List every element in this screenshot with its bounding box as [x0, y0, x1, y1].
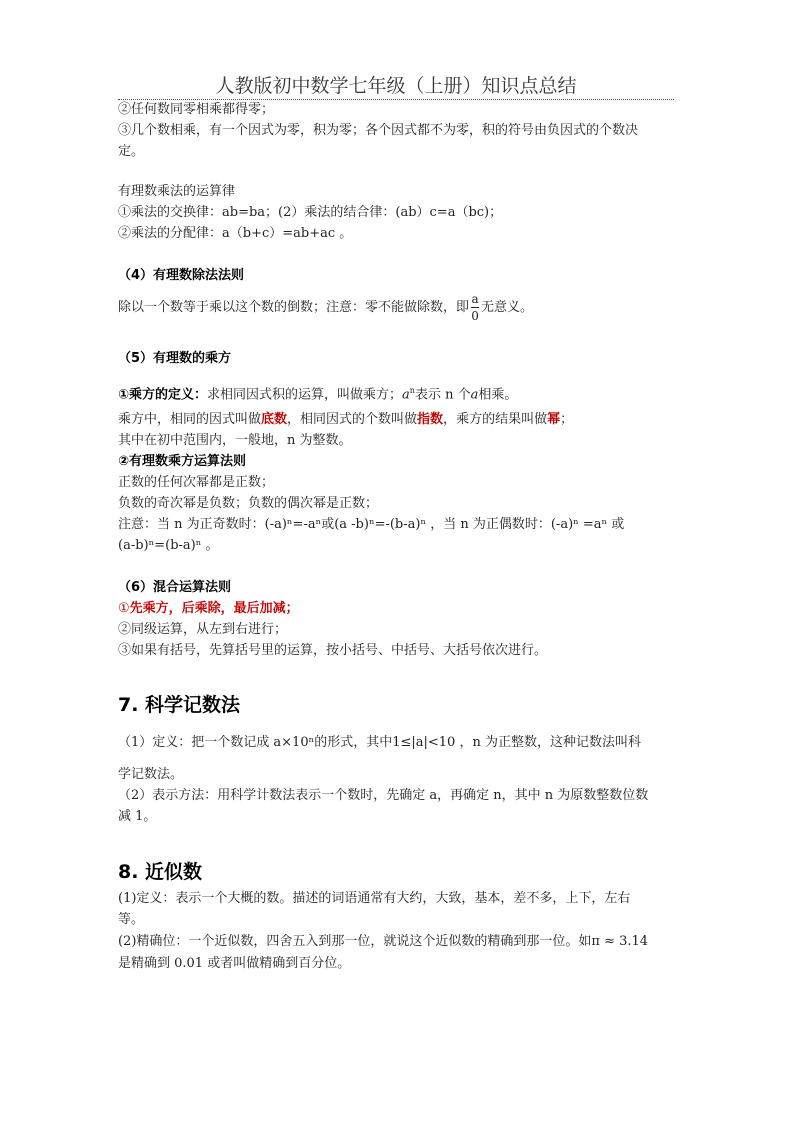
- approx-def-2: 等。: [118, 912, 145, 927]
- sci-def-1: （1）定义：把一个数记成 a×10ⁿ的形式，其中1≤|a|<10 ，n 为正整数，这种记数法叫科: [118, 735, 641, 750]
- terms-text-a: 乘方中，相同的因式叫做: [118, 412, 262, 427]
- term-power: 幂: [547, 412, 561, 427]
- power-terms: [118, 411, 573, 429]
- power-range: 其中在初中范围内，一般地，n 为整数。: [118, 433, 352, 448]
- laws-line-1: ①乘法的交换律：ab=ba；(2）乘法的结合律：(ab）c=a（bc)；: [118, 205, 503, 220]
- power-rule-1: 正数的任何次幂都是正数；: [118, 475, 275, 490]
- power-def-base: a: [402, 387, 410, 403]
- approx-prec-1: (2)精确位：一个近似数，四舍五入到那一位，就说这个近似数的精确到那一位。如π ≈ 3.14: [118, 934, 649, 949]
- approx-def-1: (1)定义：表示一个大概的数。描述的词语通常有大约，大致，基本，差不多，上下，左右: [118, 891, 631, 906]
- mult-rule-3-cont: 定。: [118, 144, 145, 159]
- mixed-rule-1: [118, 600, 299, 618]
- sci-method-2: 减 1。: [118, 809, 157, 824]
- mixed-heading: （6）混合运算法则: [118, 580, 232, 595]
- division-text-after: 无意义。: [481, 300, 534, 315]
- fraction-bar: [471, 307, 479, 308]
- power-def-label: ①乘方的定义：: [118, 387, 208, 403]
- laws-line-2: ②乘法的分配律：a（b+c）=ab+ac 。: [118, 226, 353, 241]
- power-definition: [118, 382, 517, 404]
- approx-heading: 8. 近似数: [118, 861, 203, 883]
- power-def-exp: n: [409, 386, 415, 395]
- page-header: 人教版初中数学七年级（上册）知识点总结: [118, 74, 674, 100]
- mult-rule-3: ③几个数相乘，有一个因式为零，积为零；各个因式都不为零，积的符号由负因式的个数决: [118, 123, 639, 138]
- power-def-text-1: 求相同因式积的运算，叫做乘方；: [207, 387, 403, 403]
- power-rule-label: ②有理数乘方运算法则: [118, 454, 247, 469]
- fraction-numerator: a: [471, 292, 479, 306]
- power-heading: （5）有理数的乘方: [118, 351, 232, 366]
- sci-heading: 7. 科学记数法: [118, 694, 241, 716]
- mixed-rule-2: ②同级运算，从左到右进行；: [118, 622, 288, 637]
- power-def-var: a: [470, 387, 479, 403]
- mixed-rule-1-text: 先乘方，后乘除，最后加减；: [129, 601, 299, 616]
- division-rule: [118, 292, 533, 323]
- sci-method-1: （2）表示方法：用科学计数法表示一个数时，先确定 a，再确定 n，其中 n 为原数整数位数: [118, 788, 649, 803]
- term-base: 底数: [261, 412, 288, 427]
- laws-title: 有理数乘法的运算律: [118, 184, 236, 199]
- division-fraction: [471, 292, 479, 323]
- terms-text-g: ；: [560, 412, 574, 427]
- mixed-rule-3: ③如果有括号，先算括号里的运算，按小括号、中括号、大括号依次进行。: [118, 643, 548, 658]
- power-note-1: 注意：当 n 为正奇数时：(-a)ⁿ=-aⁿ或(a -b)ⁿ=-(b-a)ⁿ ，当 n 为正偶数时：(-a)ⁿ =aⁿ 或: [118, 517, 625, 532]
- power-rule-2: 负数的奇次幂是负数；负数的偶次幂是正数；: [118, 496, 379, 511]
- approx-prec-2: 是精确到 0.01 或者叫做精确到百分位。: [118, 956, 351, 971]
- division-text-before: 除以一个数等于乘以这个数的倒数；注意：零不能做除数，即: [118, 300, 470, 315]
- division-heading: （4）有理数除法法则: [118, 268, 245, 283]
- mixed-rule-1-num: ①: [118, 601, 130, 616]
- terms-text-e: ，乘方的结果叫做: [443, 412, 548, 427]
- terms-text-c: ，相同因式的个数叫做: [287, 412, 418, 427]
- mult-rule-2: ②任何数同零相乘都得零；: [118, 102, 275, 117]
- power-def-text-2: 表示 n 个: [414, 387, 471, 403]
- term-exponent: 指数: [417, 412, 444, 427]
- fraction-denominator: 0: [471, 309, 479, 323]
- sci-def-2: 学记数法。: [118, 767, 184, 782]
- power-def-text-3: 相乘。: [478, 387, 518, 403]
- power-note-2: (a-b)ⁿ=(b-a)ⁿ 。: [118, 538, 219, 553]
